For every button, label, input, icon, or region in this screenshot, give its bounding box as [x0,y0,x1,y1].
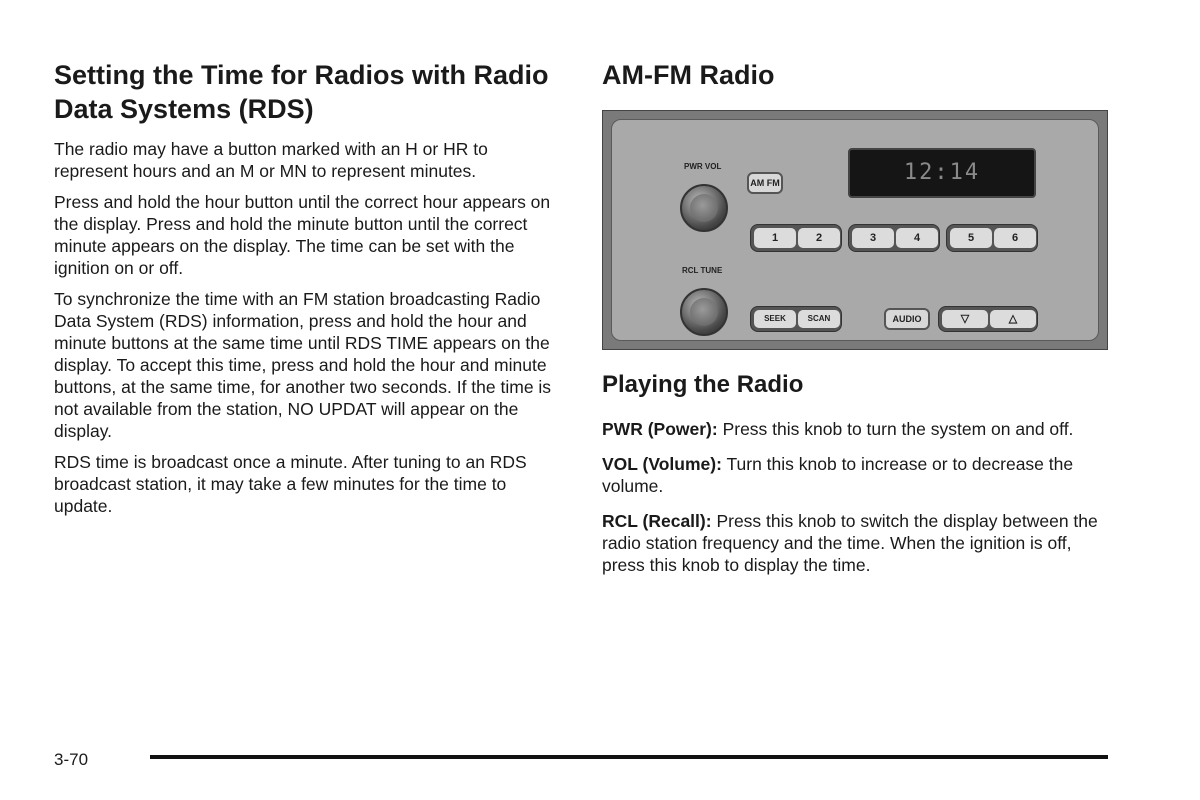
paragraph-buttons: The radio may have a button marked with an H or HR to represent hours and an M or MN to represent minutes. [54,139,488,181]
pwr-vol-knob [680,184,728,232]
definition-pwr [602,418,1112,440]
preset-button: 2 [798,228,840,248]
rcl-tune-knob [680,288,728,336]
text-pwr: Press this knob to turn the system on and off. [722,419,1074,439]
preset-pair-3-4 [848,224,940,252]
radio-illustration [602,110,1108,350]
footer-rule [150,755,1108,759]
band-button: AM FM [747,172,783,194]
scan-button: SCAN [798,310,840,328]
pwr-vol-label: PWR VOL [684,162,722,171]
section-title-am-fm: AM-FM Radio [602,60,775,90]
preset-pair-1-2 [750,224,842,252]
preset-button: 3 [852,228,894,248]
preset-button: 4 [896,228,938,248]
rcl-tune-label: RCL TUNE [682,266,723,275]
right-column [602,58,1112,92]
definition-vol [602,453,1112,497]
definition-rcl [602,510,1112,576]
left-column [54,58,564,517]
preset-button: 6 [994,228,1036,248]
section-title-rds-time: Setting the Time for Radios with Radio Data Systems (RDS) [54,60,549,124]
tone-down-button: ▽ [942,310,988,328]
tone-up-button: △ [990,310,1036,328]
page-number: 3-70 [54,750,89,769]
seek-button: SEEK [754,310,796,328]
text-vol: Turn this knob to increase or to decrease the volume. [602,454,1074,496]
paragraph-set-time: Press and hold the hour button until the correct hour appears on the display. Press and hold the minute button until the correct minute appears on the display. The time can be set with the ignition on or off. [54,192,551,278]
paragraph-synchronize: To synchronize the time with an FM station broadcasting Radio Data System (RDS) information, press and hold the hour and minute buttons at the same time until RDS TIME appears on the display. To accept this time, press and hold the hour and minute buttons, at the same time, for another two seconds. If the time is not available from the station, NO UPDAT will appear on the display. [54,289,552,441]
preset-button: 5 [950,228,992,248]
paragraph-broadcast: RDS time is broadcast once a minute. After tuning to an RDS broadcast station, it may take a few minutes for the time to update. [54,452,527,516]
playing-radio-section [602,370,1112,576]
term-vol: VOL (Volume): [602,454,722,474]
term-rcl: RCL (Recall): [602,511,712,531]
radio-display: 12:14 [848,148,1036,198]
tone-pair [938,306,1038,332]
text-rcl: Press this knob to switch the display between the radio station frequency and the time. When the ignition is off, press this knob to display the time. [602,511,1098,575]
subsection-title-playing: Playing the Radio [602,371,804,398]
radio-faceplate [611,119,1099,341]
audio-button: AUDIO [884,308,930,330]
preset-button: 1 [754,228,796,248]
preset-pair-5-6 [946,224,1038,252]
seek-scan-pair [750,306,842,332]
term-pwr: PWR (Power): [602,419,718,439]
